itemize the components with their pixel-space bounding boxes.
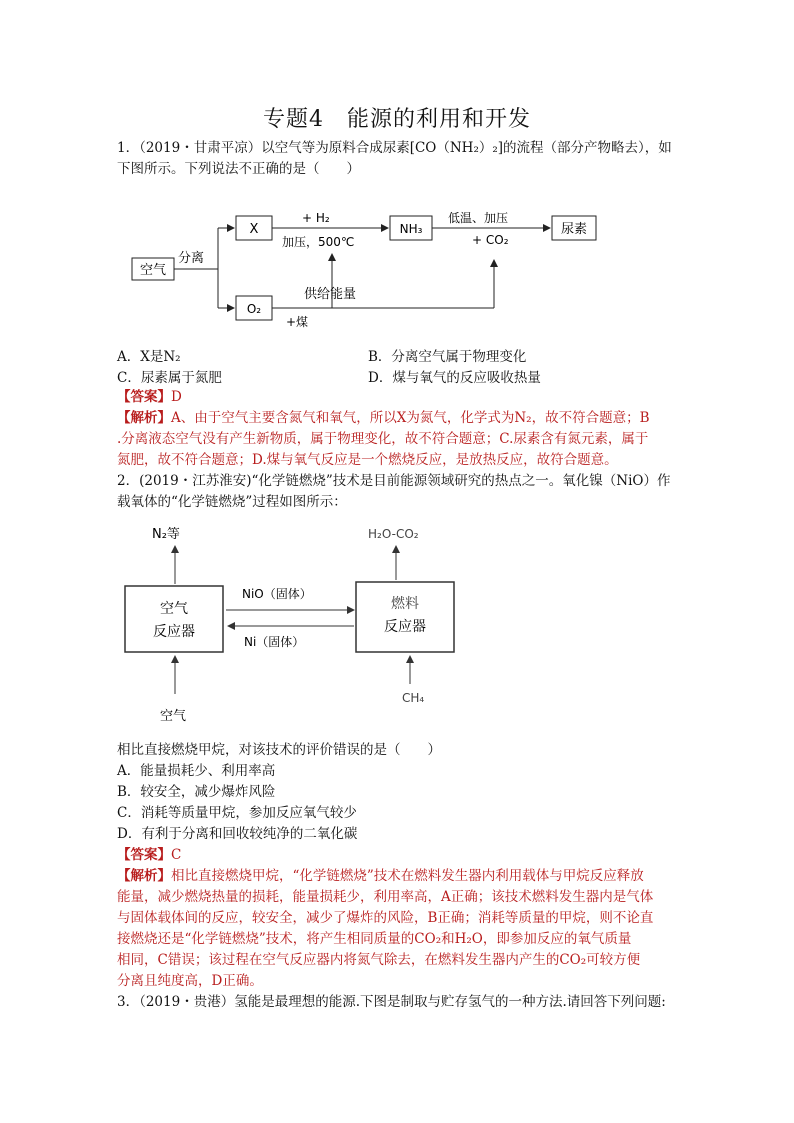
q2-fuel-reactor-label-2: 反应器 — [384, 619, 426, 635]
q2-answer: C — [171, 847, 182, 863]
q2-answer-label: 【答案】 — [117, 847, 171, 863]
q1-analysis-line2: .分离液态空气没有产生新物质，属于物理变化，故不符合题意；C.尿素含有氮元素，属于 — [117, 431, 649, 447]
q1-answer-line — [117, 387, 182, 408]
page-title: 专题4 能源的利用和开发 — [263, 107, 531, 132]
q2-fuel-reactor-box — [356, 582, 454, 652]
q1-energy-label: 供给能量 — [304, 287, 357, 302]
q2-analysis-line2: 能量，减少燃烧热量的损耗，能量损耗少，利用率高，A正确；该技术燃料发生器内是气体 — [117, 889, 654, 905]
q2-air-reactor-box — [125, 586, 223, 652]
q1-option-c: C．尿素属于氮肥 — [117, 370, 222, 386]
q2-fuel-reactor-label-1: 燃料 — [391, 596, 419, 612]
q1-o2-label: O₂ — [246, 302, 262, 316]
q2-analysis-line4: 接燃烧还是“化学链燃烧”技术，将产生相同质量的CO₂和H₂O，即参加反应的氧气质量 — [117, 931, 632, 947]
q1-x-label: X — [249, 222, 259, 237]
q2-ch4-label: CH₄ — [402, 691, 425, 705]
q1-lowtemp-label: 低温、加压 — [448, 211, 509, 225]
q1-coal-label: +煤 — [286, 315, 309, 329]
q2-nio-label: NiO（固体） — [242, 587, 312, 601]
q1-h2-label: + H₂ — [302, 211, 330, 225]
q2-air-reactor-label-1: 空气 — [160, 601, 188, 617]
q2-option-a: A．能量损耗少、利用率高 — [117, 763, 276, 779]
q3-stem-line1: 3．（2019・贵港）氢能是最理想的能源.下图是制取与贮存氢气的一种方法.请回答下列问题: — [117, 994, 666, 1010]
q2-stem-line1: 2．(2019・江苏淮安)“化学链燃烧”技术是目前能源领域研究的热点之一。氧化镍（NiO）作 — [117, 473, 671, 489]
q1-answer-label: 【答案】 — [117, 389, 171, 405]
q2-analysis-line3: 与固体载体间的反应，较安全，减少了爆炸的风险，B正确；消耗等质量的甲烷，则不论直 — [117, 910, 654, 926]
q2-stem-line2: 载氧体的“化学链燃烧”过程如图所示： — [117, 494, 347, 510]
q1-stem-line1: 1．（2019・甘肃平凉）以空气等为原料合成尿素[CO（NH₂）₂]的流程（部分产物略去），如 — [117, 140, 672, 156]
q2-air-input-label: 空气 — [160, 709, 187, 724]
q1-air-label: 空气 — [139, 263, 167, 278]
q2-analysis-line5: 相同，C错误；该过程在空气反应器内将氮气除去，在燃料发生器内产生的CO₂可较方便 — [117, 952, 641, 968]
q1-option-a: A．X是N₂ — [117, 349, 181, 365]
q1-flow-diagram — [120, 198, 620, 338]
q2-answer-line — [117, 845, 181, 866]
q1-option-b: B．分离空气属于物理变化 — [368, 349, 527, 365]
q2-air-reactor-label-2: 反应器 — [153, 624, 195, 640]
q2-analysis-label: 【解析】 — [117, 868, 171, 884]
q2-ni-label: Ni（固体） — [244, 635, 305, 649]
q1-analysis-text-1: A、由于空气主要含氮气和氧气，所以X为氮气，化学式为N₂，故不符合题意；B — [171, 410, 650, 426]
q1-option-d: D．煤与氧气的反应吸收热量 — [368, 370, 541, 386]
q1-pressure-label: 加压，500℃ — [282, 235, 355, 249]
q1-urea-label: 尿素 — [560, 222, 588, 237]
q2-analysis-text-1: 相比直接燃烧甲烷，“化学链燃烧”技术在燃料发生器内利用载体与甲烷反应释放 — [171, 868, 644, 884]
q2-analysis-line6: 分离且纯度高，D正确。 — [117, 973, 263, 989]
q2-option-b: B．较安全，减少爆炸风险 — [117, 784, 276, 800]
q2-option-d: D．有利于分离和回收较纯净的二氧化碳 — [117, 826, 358, 842]
q1-analysis-label: 【解析】 — [117, 410, 171, 426]
q2-n2-label: N₂等 — [152, 527, 180, 542]
q1-analysis-line3: 氮肥，故不符合题意；D.煤与氧气反应是一个燃烧反应，是放热反应，故符合题意。 — [117, 452, 618, 468]
q2-question: 相比直接燃烧甲烷，对该技术的评价错误的是（ ） — [117, 742, 441, 758]
q2-chemical-loop-diagram — [120, 518, 460, 728]
q1-separate-label: 分离 — [178, 251, 205, 266]
q1-nh3-label: NH₃ — [399, 222, 423, 236]
q1-analysis-line1 — [117, 408, 650, 429]
q1-co2-label: + CO₂ — [472, 233, 509, 247]
q2-h2o-co2-label: H₂O-CO₂ — [368, 527, 419, 541]
q1-stem-line2: 下图所示。下列说法不正确的是（ ） — [117, 161, 360, 177]
q2-analysis-line1 — [117, 866, 644, 887]
q1-answer: D — [171, 389, 182, 405]
q2-option-c: C．消耗等质量甲烷，参加反应氧气较少 — [117, 805, 357, 821]
